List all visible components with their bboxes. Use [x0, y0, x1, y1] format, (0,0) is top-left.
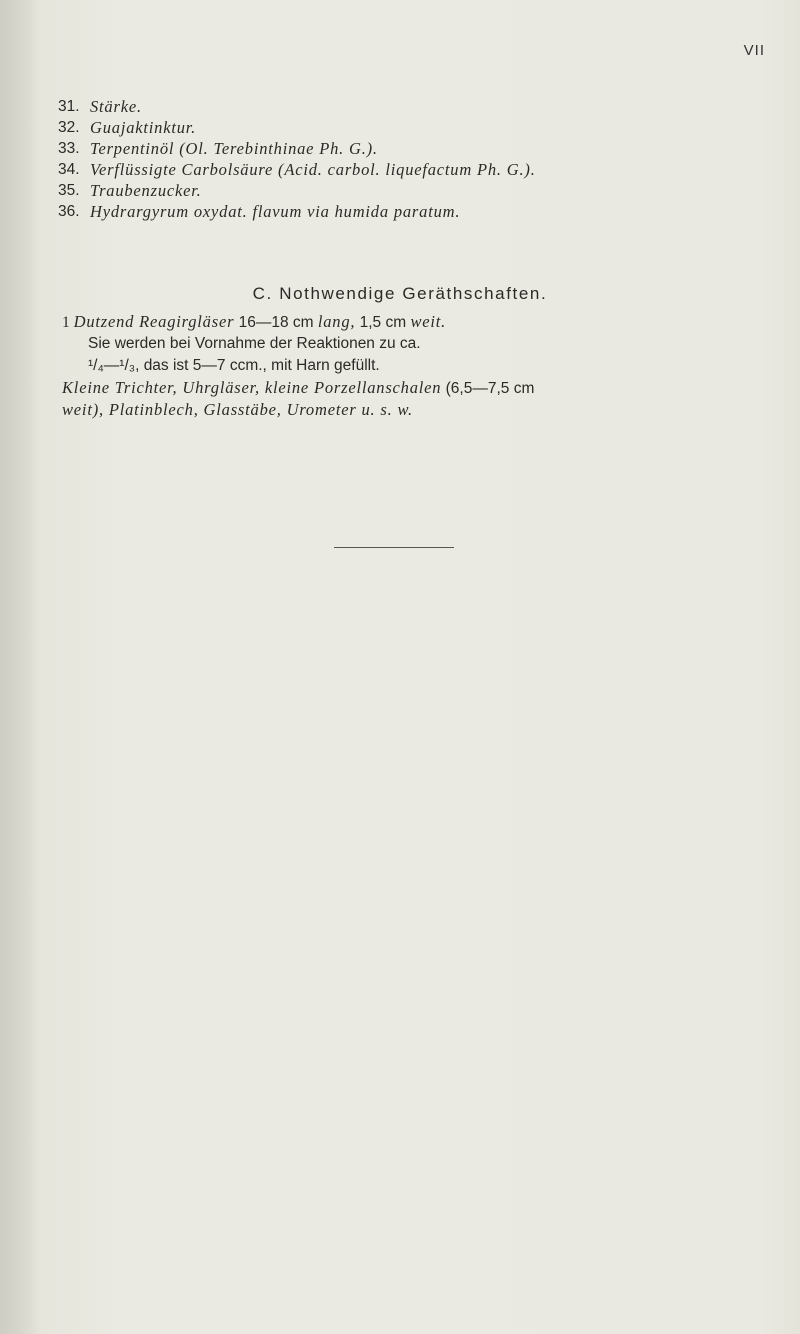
text-run: (6,5—7,5 cm	[441, 380, 535, 397]
section-heading: C. Nothwendige Geräthschaften.	[252, 284, 548, 303]
text-run: Sie werden bei Vornahme der Reaktionen zu ca.	[88, 335, 421, 352]
text-run: Hydrargyrum oxydat. flavum via humida paratum.	[90, 202, 461, 221]
list-item-text	[90, 138, 378, 159]
list-item-text	[90, 201, 460, 222]
list-item-number: 34.	[58, 161, 80, 178]
list-item	[58, 180, 778, 201]
list-item	[58, 117, 778, 138]
list-item	[58, 159, 778, 180]
page-edge-shadow	[0, 0, 40, 1334]
text-run: Kleine Trichter, Uhrgläser, kleine Porzellanschalen	[62, 378, 442, 397]
list-item-number: 36.	[58, 203, 80, 220]
text-run: 1	[62, 314, 74, 331]
text-run: ¹/₄—¹/₃, das ist 5—7 ccm., mit Harn gefüllt.	[88, 357, 380, 374]
list-item-number: 35.	[58, 182, 80, 199]
text-run: 16—18 cm	[234, 314, 318, 331]
paragraph-line	[62, 377, 772, 399]
reagent-list	[58, 96, 778, 222]
paragraph-line	[62, 311, 772, 333]
equipment-paragraph	[62, 311, 772, 421]
text-run: weit), Platinblech, Glasstäbe, Urometer u. s. w.	[62, 400, 413, 419]
text-run: 1,5 cm	[355, 314, 411, 331]
text-run: Guajaktinktur.	[90, 118, 197, 137]
text-run: Dutzend Reagirgläser	[73, 312, 235, 331]
text-run: Traubenzucker.	[90, 181, 202, 200]
text-run: Verflüssigte Carbolsäure (Acid. carbol. liquefactum Ph. G.).	[90, 160, 536, 179]
list-item-number: 31.	[58, 98, 80, 115]
list-item-text	[90, 159, 536, 180]
list-item-text	[90, 180, 202, 201]
paragraph-line	[62, 399, 772, 421]
end-rule	[334, 547, 454, 548]
list-item-text	[90, 117, 196, 138]
list-item	[58, 96, 778, 117]
list-item	[58, 138, 778, 159]
list-item-number: 33.	[58, 140, 80, 157]
page-number: VII	[743, 42, 765, 59]
paragraph-line	[62, 355, 772, 377]
paragraph-line	[62, 333, 772, 355]
list-item-number: 32.	[58, 119, 80, 136]
text-run: Terpentinöl (Ol. Terebinthinae Ph. G.).	[90, 139, 378, 158]
text-run: lang,	[317, 312, 356, 331]
text-run: Stärke.	[90, 97, 142, 116]
list-item	[58, 201, 778, 222]
text-run: weit.	[410, 312, 447, 331]
list-item-text	[90, 96, 142, 117]
